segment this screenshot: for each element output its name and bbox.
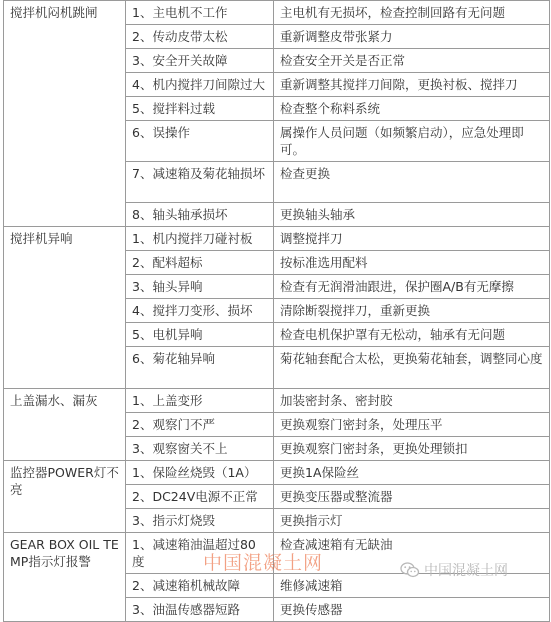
solution-cell: 更换指示灯 bbox=[274, 509, 550, 533]
cause-cell: 2、DC24V电源不正常 bbox=[126, 485, 274, 509]
solution-cell: 检查整个称料系统 bbox=[274, 97, 550, 121]
solution-cell: 更换观察门密封条，更换处理锁扣 bbox=[274, 437, 550, 461]
category-cell: 搅拌机闷机跳闸 bbox=[4, 1, 126, 227]
cause-cell: 3、安全开关故障 bbox=[126, 49, 274, 73]
watermark-badge-text: 中国混凝土网 bbox=[424, 563, 508, 579]
solution-cell: 清除断裂搅拌刀，重新更换 bbox=[274, 299, 550, 323]
solution-cell: 检查减速箱有无缺油 bbox=[274, 533, 550, 574]
category-cell: 上盖漏水、漏灰 bbox=[4, 389, 126, 461]
troubleshooting-table bbox=[3, 0, 550, 622]
solution-cell: 调整搅拌刀 bbox=[274, 227, 550, 251]
solution-cell: 更换轴头轴承 bbox=[274, 203, 550, 227]
solution-cell: 加装密封条、密封胶 bbox=[274, 389, 550, 413]
cause-cell: 4、搅拌刀变形、损坏 bbox=[126, 299, 274, 323]
solution-cell: 重新调整皮带张紧力 bbox=[274, 25, 550, 49]
table-row bbox=[4, 533, 550, 574]
table-row bbox=[4, 461, 550, 485]
cause-cell: 1、上盖变形 bbox=[126, 389, 274, 413]
table-row bbox=[4, 1, 550, 25]
cause-cell: 3、观察窗关不上 bbox=[126, 437, 274, 461]
cause-cell: 1、机内搅拌刀碰衬板 bbox=[126, 227, 274, 251]
cause-cell: 6、菊花轴异响 bbox=[126, 347, 274, 389]
solution-cell: 检查安全开关是否正常 bbox=[274, 49, 550, 73]
cause-cell: 4、机内搅拌刀间隙过大 bbox=[126, 73, 274, 97]
category-cell: GEAR BOX OIL TEMP指示灯报警 bbox=[4, 533, 126, 622]
cause-cell: 2、观察门不严 bbox=[126, 413, 274, 437]
solution-cell: 更换观察门密封条，处理压平 bbox=[274, 413, 550, 437]
cause-cell: 7、减速箱及菊花轴损坏 bbox=[126, 162, 274, 203]
cause-cell: 3、轴头异响 bbox=[126, 275, 274, 299]
cause-cell: 1、减速箱油温超过80度 bbox=[126, 533, 274, 574]
watermark-center-text: 中国混凝土网 bbox=[203, 552, 324, 574]
cause-cell: 2、配料超标 bbox=[126, 251, 274, 275]
cause-cell: 6、误操作 bbox=[126, 121, 274, 162]
cause-cell: 2、传动皮带太松 bbox=[126, 25, 274, 49]
solution-cell: 更换传感器 bbox=[274, 598, 550, 622]
cause-cell: 2、减速箱机械故障 bbox=[126, 574, 274, 598]
cause-cell: 3、油温传感器短路 bbox=[126, 598, 274, 622]
table-row bbox=[4, 227, 550, 251]
cause-cell: 5、搅拌料过载 bbox=[126, 97, 274, 121]
solution-cell: 更换变压器或整流器 bbox=[274, 485, 550, 509]
category-cell: 监控器POWER灯不亮 bbox=[4, 461, 126, 533]
cause-cell: 5、电机异响 bbox=[126, 323, 274, 347]
solution-cell: 检查有无润滑油跟进，保护圈A/B有无摩擦 bbox=[274, 275, 550, 299]
cause-cell: 8、轴头轴承损坏 bbox=[126, 203, 274, 227]
table-row bbox=[4, 389, 550, 413]
cause-cell: 1、保险丝烧毁（1A） bbox=[126, 461, 274, 485]
solution-cell: 更换1A保险丝 bbox=[274, 461, 550, 485]
table-body bbox=[4, 1, 550, 622]
cause-cell: 3、指示灯烧毁 bbox=[126, 509, 274, 533]
solution-cell: 维修减速箱 bbox=[274, 574, 550, 598]
cause-cell: 1、主电机不工作 bbox=[126, 1, 274, 25]
solution-cell: 按标准选用配料 bbox=[274, 251, 550, 275]
category-cell: 搅拌机异响 bbox=[4, 227, 126, 389]
solution-cell: 属操作人员问题（如频繁启动），应急处理即可。 bbox=[274, 121, 550, 162]
solution-cell: 重新调整其搅拌刀间隙，更换衬板、搅拌刀 bbox=[274, 73, 550, 97]
solution-cell: 检查更换 bbox=[274, 162, 550, 203]
solution-cell: 主电机有无损坏，检查控制回路有无问题 bbox=[274, 1, 550, 25]
solution-cell: 菊花轴套配合太松，更换菊花轴套，调整同心度 bbox=[274, 347, 550, 389]
solution-cell: 检查电机保护罩有无松动，轴承有无问题 bbox=[274, 323, 550, 347]
